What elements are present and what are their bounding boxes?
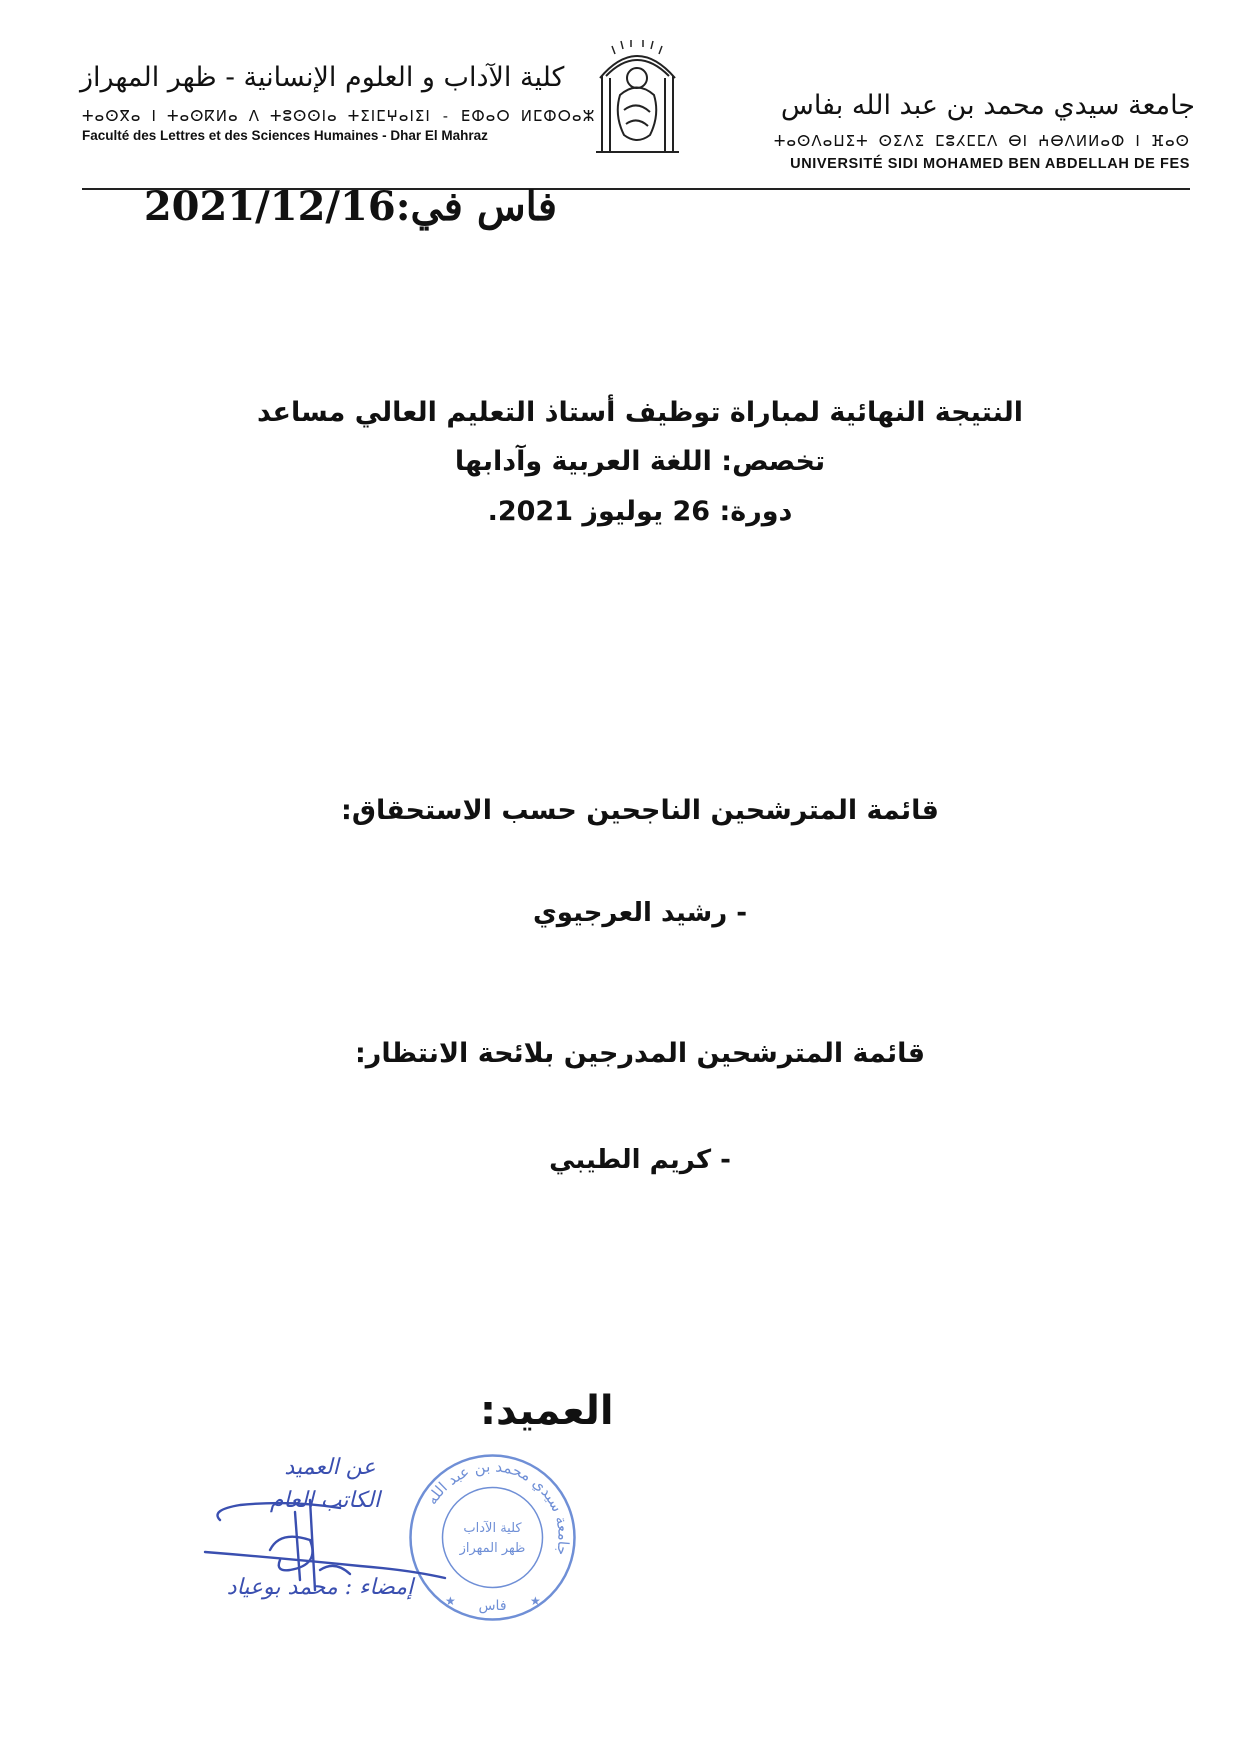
university-name-latin: UNIVERSITÉ SIDI MOHAMED BEN ABDELLAH DE FES: [790, 156, 1190, 172]
handwritten-signature-icon: [200, 1470, 450, 1630]
signature-on-behalf: عن العميد: [284, 1455, 376, 1480]
signature-secretary-general: الكاتب العام: [269, 1488, 381, 1513]
signature-signed-by: إمضاء : محمد بوعياد: [226, 1575, 414, 1600]
faculty-name-arabic: كلية الآداب و العلوم الإنسانية - ظهر المهراز: [80, 62, 565, 93]
stamp-star-icon: ★: [445, 1594, 456, 1608]
stamp-ring-text: جامعة سيدي محمد بن عبد الله: [422, 1457, 573, 1557]
waiting-candidate: - كريم الطيبي: [549, 1145, 731, 1175]
successful-list-heading: قائمة المترشحين الناجحين حسب الاستحقاق:: [341, 795, 939, 826]
title-line-3: دورة: 26 يوليوز 2021.: [487, 496, 793, 527]
stamp-center-line-2: ظهر المهراز: [459, 1541, 526, 1556]
university-logo-icon: [590, 40, 685, 160]
university-name-tifinagh: ⵜⴰⵙⴷⴰⵡⵉⵜ ⵙⵉⴷⵉ ⵎⵓⵃⵎⵎⴷ ⴱⵏ ⵄⴱⴷⵍⵍⴰⵀ ⵏ ⴼⴰⵙ: [773, 132, 1190, 150]
faculty-name-tifinagh: ⵜⴰⵙⴳⴰ ⵏ ⵜⴰⵙⴽⵍⴰ ⴷ ⵜⵓⵙⵙⵏⴰ ⵜⵉⵏⵎⵖⴰⵏⵉⵏ - ⴹⵀⴰⵔ ⵍⵎⵀⵔⴰⵣ: [82, 107, 596, 125]
document-date: فاس في:2021/12/16: [143, 183, 557, 230]
university-name-arabic: جامعة سيدي محمد بن عبد الله بفاس: [780, 90, 1195, 121]
stamp-center-line-1: كلية الآداب: [463, 1521, 522, 1536]
title-line-2: تخصص: اللغة العربية وآدابها: [454, 446, 826, 477]
stamp-bottom-text: فاس: [478, 1598, 507, 1614]
dean-label: العميد:: [480, 1388, 614, 1434]
faculty-name-latin: Faculté des Lettres et des Sciences Humaines - Dhar El Mahraz: [82, 128, 488, 143]
title-line-1: النتيجة النهائية لمباراة توظيف أستاذ التعليم العالي مساعد: [256, 397, 1024, 428]
successful-candidate: - رشيد العرجيوي: [532, 898, 748, 928]
stamp-star-icon: ★: [530, 1594, 541, 1608]
waiting-list-heading: قائمة المترشحين المدرجين بلائحة الانتظار:: [355, 1038, 925, 1069]
